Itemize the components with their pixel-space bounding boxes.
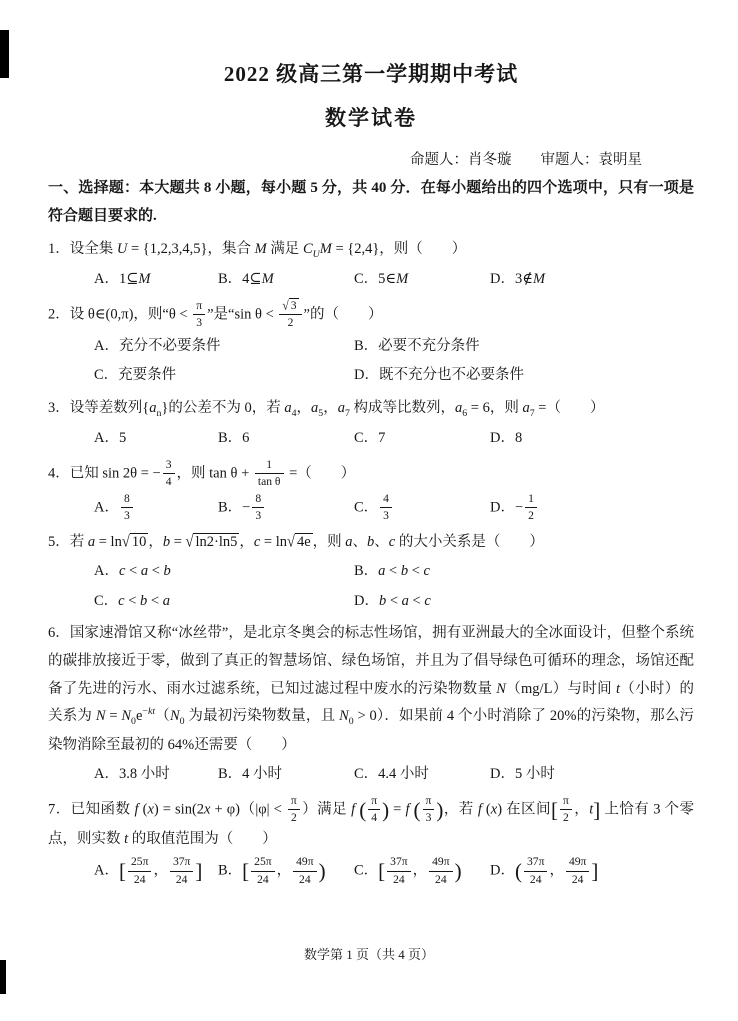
- exam-title: 2022 级高三第一学期期中考试: [223, 62, 519, 86]
- fraction: [170, 855, 193, 887]
- big-bracket: ): [382, 797, 390, 822]
- option: A．[ $\frac{25\pi}{24}$ ， $\frac{37\pi}{24}$ ]: [94, 855, 203, 886]
- fraction: [429, 855, 452, 887]
- question-4: [48, 458, 694, 524]
- math-var: N: [95, 708, 106, 725]
- fraction-denominator: 4: [371, 811, 378, 825]
- option: D．8: [490, 430, 523, 447]
- fraction-denominator: 3: [123, 509, 130, 523]
- fraction: [368, 794, 380, 826]
- math-var: a: [378, 563, 386, 580]
- option: C．4.4 小时: [354, 766, 429, 783]
- math-var: f: [405, 801, 410, 818]
- question-4-stem: 4．已知 sin 2θ = − $\frac{3}{4}$ ，则 tan θ + $\frac{1}{\text{tan θ}}$ =（ ）: [48, 457, 356, 489]
- exam-subtitle: 数学试卷: [325, 106, 417, 130]
- math-var: c: [253, 533, 261, 550]
- subscript: 7: [344, 407, 350, 419]
- fraction-numerator: 4: [380, 492, 392, 508]
- option: D．b < a < c: [354, 592, 431, 609]
- fraction-numerator: 37π: [387, 855, 410, 871]
- math-var: b: [162, 533, 171, 550]
- math-var: U: [116, 240, 128, 257]
- question-7-options: [48, 855, 694, 887]
- fraction: [288, 794, 300, 826]
- option: B．[ $\frac{25\pi}{24}$ ， $\frac{49\pi}{24}$ ): [218, 855, 326, 886]
- radical-sign: √: [121, 532, 130, 551]
- question-3-options: [48, 425, 694, 453]
- fraction-numerator: π: [193, 299, 205, 315]
- big-bracket: ]: [195, 859, 203, 884]
- question-5-stem: 5．若 a = ln√ 10 ，b = √ ln2·ln5 ，c = ln√ 4e ，则 a、b、c 的大小关系是（ ）: [48, 529, 694, 557]
- fraction-denominator: 24: [257, 872, 269, 886]
- questions: [48, 236, 694, 888]
- math-var: b: [367, 533, 375, 550]
- math-var: x: [204, 801, 211, 818]
- fraction-denominator: 24: [393, 872, 405, 886]
- fraction-numerator: 1: [255, 458, 284, 474]
- math-var: a: [284, 399, 292, 416]
- math-var: c: [388, 533, 396, 550]
- fraction-numerator: π: [423, 794, 435, 810]
- option: C．充要条件: [94, 367, 177, 384]
- fraction: [525, 492, 537, 524]
- math-var: a: [401, 592, 409, 609]
- math-var: a: [345, 533, 353, 550]
- math-var: a: [140, 563, 149, 580]
- fraction-numerator: [279, 299, 301, 315]
- question-1-options: [48, 266, 694, 294]
- question-3: [48, 395, 694, 453]
- math-var: f: [477, 801, 482, 818]
- math-var: a: [455, 399, 463, 416]
- math-var: N: [496, 680, 506, 697]
- math-var: b: [163, 563, 171, 580]
- big-bracket: [: [550, 797, 558, 822]
- fraction-denominator: 24: [529, 872, 542, 886]
- fraction-denominator: 2: [528, 509, 534, 523]
- scan-artifact-bottom: [0, 960, 6, 994]
- authors-line: 命题人：肖冬璇 审题人：袁明星: [410, 152, 642, 168]
- option: C．5∈M: [354, 271, 409, 288]
- question-6-stem: 6．国家速滑馆又称“冰丝带”，是北京冬奥会的标志性场馆，拥有亚洲最大的全冰面设计，但整个系统的碳排放接近于零，做到了真正的智慧场馆、绿色场馆，并且为了倡导绿色可循环的理念，场馆还配备了先进的污水、雨水过滤系统，已知过滤过程中废水的污染物数量 N（mg/L）与时间 t（小时）的关系为 $N = N_0e^{-kt}(N_0$ 为最初污染物数量，且 $N_0 > 0$）．如果前 4 个小时消除了 20%的污染物，那么污染物消除至最初的 64%还需要（ ）: [48, 625, 695, 753]
- big-bracket: [: [378, 859, 386, 884]
- math-var: a: [162, 592, 170, 609]
- option: C．c < b < a: [94, 592, 170, 609]
- fraction-denominator: 24: [571, 872, 584, 886]
- option: D．( $\frac{37\pi}{24}$ ， $\frac{49\pi}{24}$ ]: [490, 855, 599, 886]
- math-var: t: [615, 680, 620, 697]
- big-bracket: ]: [591, 859, 599, 884]
- question-6: [48, 620, 694, 788]
- fraction-numerator: 1: [525, 492, 537, 508]
- fraction-numerator: 25π: [251, 855, 274, 871]
- option: D．既不充分也不必要条件: [354, 367, 524, 384]
- option: B．必要不充分条件: [354, 337, 480, 354]
- fraction-denominator: 24: [175, 872, 188, 886]
- option: A． $\frac{8}{3}$: [94, 492, 218, 524]
- math-var: M: [138, 271, 151, 288]
- square-root: [122, 534, 148, 550]
- fraction-denominator: 3: [425, 811, 432, 825]
- question-1: [48, 236, 694, 294]
- math-var: M: [396, 271, 409, 288]
- fraction: [255, 458, 284, 490]
- fraction-numerator: 8: [121, 492, 133, 508]
- fraction: [423, 794, 435, 826]
- fraction-numerator: 3: [163, 458, 175, 474]
- big-bracket: (: [514, 859, 522, 884]
- fraction: [121, 492, 133, 524]
- math-var: c: [118, 563, 126, 580]
- math-var: f: [134, 801, 139, 818]
- fraction-numerator: π: [560, 794, 572, 810]
- math-var: M: [261, 271, 274, 288]
- option: C．[ $\frac{37\pi}{24}$ ， $\frac{49\pi}{24}$ ): [354, 855, 462, 886]
- fraction-denominator: 2: [290, 811, 297, 825]
- subscript: 7: [529, 407, 535, 419]
- question-2-options: [48, 333, 694, 361]
- fraction-denominator: 2: [287, 316, 294, 330]
- square-root: [186, 534, 240, 550]
- math-var: b: [400, 563, 409, 580]
- option: C． $\frac{4}{3}$: [354, 492, 490, 524]
- subscript: 6: [462, 407, 468, 419]
- math-var: a: [337, 399, 345, 416]
- subscript: 0: [131, 715, 136, 727]
- option: B．− $\frac{8}{3}$: [218, 492, 354, 524]
- fraction: [279, 299, 301, 331]
- math-var: c: [423, 563, 430, 580]
- subscript: n: [156, 407, 162, 419]
- fraction-numerator: π: [288, 794, 300, 810]
- subscript: 0: [348, 715, 354, 727]
- fraction-numerator: π: [368, 794, 380, 810]
- subscript: 4: [291, 407, 297, 419]
- question-1-stem: 1．设全集 U = {1,2,3,4,5}，集合 M 满足 $C_UM = \{2,4\}$，则（ ）: [48, 240, 467, 260]
- math-var: C: [302, 240, 313, 257]
- section-heading: 一、选择题：本大题共 8 小题，每小题 5 分，共 40 分．在每小题给出的四个选项中，只有一项是符合题目要求的.: [48, 180, 694, 224]
- big-bracket: ): [318, 859, 326, 884]
- option: A．1⊆M: [94, 271, 151, 288]
- fraction-denominator: 3: [383, 509, 389, 523]
- option: A．3.8 小时: [94, 766, 170, 783]
- question-5-options: [48, 588, 694, 616]
- radicand: 3: [290, 298, 297, 312]
- fraction: [387, 855, 410, 887]
- math-var: a: [87, 533, 96, 550]
- fraction: [560, 794, 572, 826]
- math-var: M: [254, 240, 267, 257]
- fraction: [193, 299, 205, 331]
- question-7-stem: 7．已知函数 f (x) = sin(2x + φ)（|φ| < $\frac{\pi}{2}$ ）满足 f ( $\frac{\pi}{4}$ ) = f ( $\frac{\pi}{3}$ )，若 f (x) 在区间[ $\frac{\pi}{2}$ ，t] 上恰有 3 个零点，则实数 t 的取值范围为（ ）: [48, 793, 695, 847]
- math-var: c: [118, 592, 125, 609]
- subscript: [313, 248, 320, 259]
- option: A．5: [94, 430, 127, 447]
- subscript: 0: [179, 715, 185, 727]
- fraction: [380, 492, 392, 524]
- big-bracket: ): [436, 797, 444, 822]
- radicand: ln2·ln5: [195, 533, 238, 550]
- math-var: N: [339, 708, 349, 725]
- math-var: b: [140, 592, 148, 609]
- big-bracket: (: [359, 797, 367, 822]
- big-bracket: ): [454, 859, 462, 884]
- question-2-options: [48, 362, 694, 390]
- radicand: 4e: [296, 533, 311, 550]
- math-var: M: [319, 240, 332, 257]
- subscript: 5: [318, 407, 324, 419]
- math-var: kt: [147, 706, 156, 718]
- question-2-stem: 2．设 θ∈(0,π)，则“θ < $\frac{\pi}{3}$ ”是“sin θ < $\frac{√ 3}{2}$ ”的（ ）: [48, 297, 383, 330]
- option: D．3∉M: [490, 271, 546, 288]
- question-4-options: [48, 492, 694, 524]
- fraction-numerator: 49π: [293, 855, 316, 871]
- math-var: t: [589, 801, 594, 818]
- math-var: N: [169, 708, 180, 725]
- scan-artifact-top: [0, 30, 9, 78]
- option: B．a < b < c: [354, 563, 430, 580]
- radical-sign: √: [282, 297, 289, 313]
- option: D．− $\frac{1}{2}$: [490, 492, 694, 524]
- fraction-denominator: 4: [165, 475, 172, 489]
- fraction-numerator: 8: [252, 492, 264, 508]
- option: B．6: [218, 430, 250, 447]
- radical-sign: √: [287, 532, 295, 551]
- math-var: a: [149, 399, 157, 416]
- math-var: b: [378, 592, 387, 609]
- question-5: [48, 529, 694, 616]
- math-var: U: [312, 248, 320, 260]
- math-var: f: [351, 801, 356, 818]
- big-bracket: [: [118, 859, 126, 884]
- big-bracket: (: [413, 797, 421, 822]
- option: A．c < a < b: [94, 563, 171, 580]
- fraction: [293, 855, 316, 887]
- fraction-denominator: 3: [255, 509, 262, 523]
- math-var: c: [424, 592, 431, 609]
- question-3-stem: 3．设等差数列$\{a_n\}$的公差不为 0，若 $a_4$，$a_5$，$a_7$ 构成等比数列，$a_6 = 6$，则 $a_7$ =（ ）: [48, 399, 605, 419]
- fraction-numerator: 37π: [524, 855, 547, 871]
- math-var: t: [124, 830, 129, 847]
- option: A．充分不必要条件: [94, 337, 221, 354]
- math-var: x: [490, 801, 498, 818]
- radical-sign: √: [185, 532, 194, 551]
- fraction-denominator: 3: [196, 316, 203, 330]
- fraction-numerator: 37π: [170, 855, 193, 871]
- fraction-numerator: 25π: [128, 855, 151, 871]
- fraction-denominator: 24: [435, 872, 447, 886]
- fraction: [251, 855, 274, 887]
- question-5-options: [48, 558, 694, 586]
- fraction-numerator: 49π: [429, 855, 452, 871]
- page-footer: 数学第 1 页（共 4 页）: [303, 947, 434, 962]
- fraction-denominator: 24: [299, 872, 311, 886]
- fraction-denominator: 24: [133, 872, 146, 886]
- square-root: [287, 534, 313, 550]
- fraction: [524, 855, 547, 887]
- fraction-denominator: tan θ: [257, 475, 281, 489]
- big-bracket: ]: [593, 797, 601, 822]
- option: B．4⊆M: [218, 271, 274, 288]
- fraction: [566, 855, 589, 887]
- fraction-numerator: 49π: [566, 855, 589, 871]
- math-var: x: [147, 801, 154, 818]
- math-var: N: [121, 708, 132, 725]
- square-root: [282, 299, 298, 312]
- option: C．7: [354, 430, 386, 447]
- radicand: 10: [131, 533, 147, 550]
- superscript: −kt: [142, 706, 156, 718]
- math-var: a: [311, 399, 319, 416]
- math-var: M: [532, 271, 546, 288]
- fraction-denominator: 2: [562, 811, 569, 825]
- big-bracket: [: [242, 859, 250, 884]
- fraction: [252, 492, 264, 524]
- fraction: [163, 458, 175, 490]
- question-2: [48, 299, 694, 390]
- option: D．5 小时: [490, 766, 555, 783]
- question-6-options: [48, 761, 694, 789]
- fraction: [128, 855, 151, 887]
- question-7: [48, 794, 694, 887]
- math-var: a: [522, 399, 530, 416]
- option: B．4 小时: [218, 766, 283, 783]
